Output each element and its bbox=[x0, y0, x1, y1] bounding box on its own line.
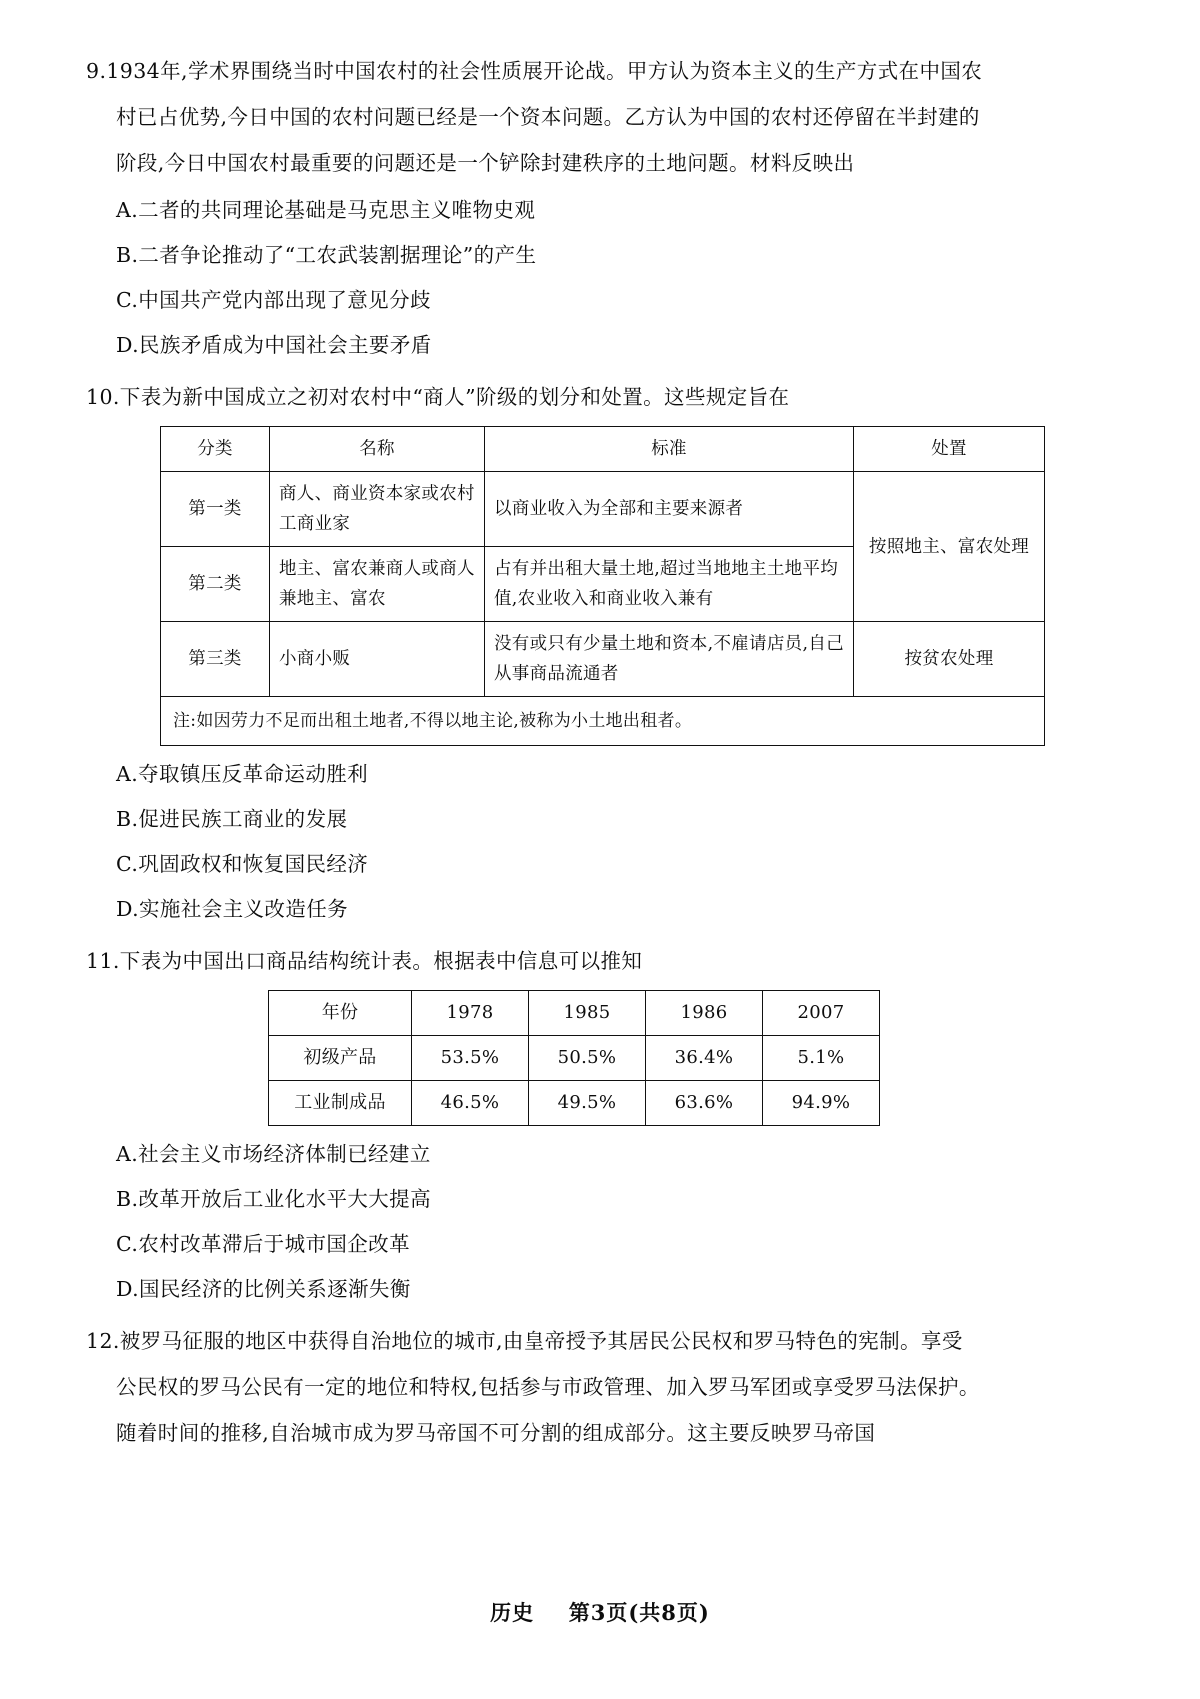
header-year-1985: 1985 bbox=[529, 991, 646, 1036]
question-9-options bbox=[86, 188, 1114, 368]
question-9-option-b[interactable]: B.二者争论推动了“工农武装割据理论”的产生 bbox=[116, 243, 537, 267]
question-10-option-c[interactable]: C.巩固政权和恢复国民经济 bbox=[116, 852, 369, 876]
row1-category: 第一类 bbox=[161, 472, 270, 547]
question-11-option-a[interactable]: A.社会主义市场经济体制已经建立 bbox=[116, 1142, 431, 1166]
page-footer bbox=[0, 1597, 1200, 1627]
series-1-value-1978: 53.5% bbox=[412, 1036, 529, 1081]
table-header-row bbox=[161, 427, 1045, 472]
question-10 bbox=[86, 374, 1114, 932]
question-12 bbox=[86, 1318, 1114, 1456]
question-9-option-a[interactable]: A.二者的共同理论基础是马克思主义唯物史观 bbox=[116, 198, 536, 222]
series-2-value-1986: 63.6% bbox=[646, 1081, 763, 1126]
header-category: 分类 bbox=[161, 427, 270, 472]
header-year: 年份 bbox=[269, 991, 412, 1036]
table-row bbox=[161, 622, 1045, 697]
header-year-2007: 2007 bbox=[763, 991, 880, 1036]
export-table-wrapper bbox=[86, 990, 1114, 1126]
row3-category: 第三类 bbox=[161, 622, 270, 697]
question-11-option-c[interactable]: C.农村改革滞后于城市国企改革 bbox=[116, 1232, 410, 1256]
question-10-option-d[interactable]: D.实施社会主义改造任务 bbox=[116, 897, 349, 921]
question-11-stem bbox=[86, 938, 1114, 984]
question-10-options bbox=[86, 752, 1114, 932]
question-9-option-c[interactable]: C.中国共产党内部出现了意见分歧 bbox=[116, 288, 431, 312]
row3-disposal: 按贫农处理 bbox=[854, 622, 1045, 697]
question-11-option-b[interactable]: B.改革开放后工业化水平大大提高 bbox=[116, 1187, 431, 1211]
question-9 bbox=[86, 48, 1114, 368]
question-9-stem-line-3: 阶段,今日中国农村最重要的问题还是一个铲除封建秩序的土地问题。材料反映出 bbox=[116, 151, 855, 175]
export-structure-table bbox=[268, 990, 880, 1126]
question-12-stem-line-1: 12.被罗马征服的地区中获得自治地位的城市,由皇帝授予其居民公民权和罗马特色的宪制。享受 bbox=[86, 1329, 963, 1353]
row1-name: 商人、商业资本家或农村工商业家 bbox=[270, 472, 485, 547]
classification-table-wrapper bbox=[86, 426, 1114, 746]
table-note-row bbox=[161, 697, 1045, 746]
series-2-value-1978: 46.5% bbox=[412, 1081, 529, 1126]
header-year-1978: 1978 bbox=[412, 991, 529, 1036]
header-disposal: 处置 bbox=[854, 427, 1045, 472]
table-row bbox=[269, 1081, 880, 1126]
row3-name: 小商小贩 bbox=[270, 622, 485, 697]
question-9-stem bbox=[86, 48, 1114, 186]
table-header-row bbox=[269, 991, 880, 1036]
row2-category: 第二类 bbox=[161, 547, 270, 622]
question-10-stem bbox=[86, 374, 1114, 420]
question-9-stem-line-2: 村已占优势,今日中国的农村问题已经是一个资本问题。乙方认为中国的农村还停留在半封建的 bbox=[116, 105, 980, 129]
series-1-value-1986: 36.4% bbox=[646, 1036, 763, 1081]
table-row bbox=[161, 472, 1045, 547]
table-note: 注:如因劳力不足而出租土地者,不得以地主论,被称为小土地出租者。 bbox=[161, 697, 1045, 746]
header-name: 名称 bbox=[270, 427, 485, 472]
header-year-1986: 1986 bbox=[646, 991, 763, 1036]
question-11 bbox=[86, 938, 1114, 1312]
row2-name: 地主、富农兼商人或商人兼地主、富农 bbox=[270, 547, 485, 622]
question-10-option-b[interactable]: B.促进民族工商业的发展 bbox=[116, 807, 348, 831]
question-10-option-a[interactable]: A.夺取镇压反革命运动胜利 bbox=[116, 762, 369, 786]
series-2-value-1985: 49.5% bbox=[529, 1081, 646, 1126]
row1-standard: 以商业收入为全部和主要来源者 bbox=[485, 472, 854, 547]
question-11-options bbox=[86, 1132, 1114, 1312]
classification-table bbox=[160, 426, 1045, 746]
series-1-name: 初级产品 bbox=[269, 1036, 412, 1081]
question-12-stem-line-2: 公民权的罗马公民有一定的地位和特权,包括参与市政管理、加入罗马军团或享受罗马法保护。 bbox=[116, 1375, 980, 1399]
series-1-value-1985: 50.5% bbox=[529, 1036, 646, 1081]
series-2-value-2007: 94.9% bbox=[763, 1081, 880, 1126]
question-11-option-d[interactable]: D.国民经济的比例关系逐渐失衡 bbox=[116, 1277, 411, 1301]
question-12-stem bbox=[86, 1318, 1114, 1456]
series-1-value-2007: 5.1% bbox=[763, 1036, 880, 1081]
row1-disposal: 按照地主、富农处理 bbox=[854, 472, 1045, 622]
question-12-stem-line-3: 随着时间的推移,自治城市成为罗马帝国不可分割的组成部分。这主要反映罗马帝国 bbox=[116, 1421, 876, 1445]
question-11-stem-line-1: 11.下表为中国出口商品结构统计表。根据表中信息可以推知 bbox=[86, 949, 643, 973]
table-row bbox=[269, 1036, 880, 1081]
page-content bbox=[86, 48, 1114, 1462]
series-2-name: 工业制成品 bbox=[269, 1081, 412, 1126]
question-10-stem-line-1: 10.下表为新中国成立之初对农村中“商人”阶级的划分和处置。这些规定旨在 bbox=[86, 385, 790, 409]
footer-page-number: 第3页(共8页) bbox=[568, 1600, 710, 1625]
header-standard: 标准 bbox=[485, 427, 854, 472]
question-9-option-d[interactable]: D.民族矛盾成为中国社会主要矛盾 bbox=[116, 333, 432, 357]
row2-standard: 占有并出租大量土地,超过当地地主土地平均值,农业收入和商业收入兼有 bbox=[485, 547, 854, 622]
question-9-stem-line-1: 9.1934年,学术界围绕当时中国农村的社会性质展开论战。甲方认为资本主义的生产方式在中国农 bbox=[86, 59, 983, 83]
row3-standard: 没有或只有少量土地和资本,不雇请店员,自己从事商品流通者 bbox=[485, 622, 854, 697]
footer-subject: 历史 bbox=[490, 1600, 535, 1625]
